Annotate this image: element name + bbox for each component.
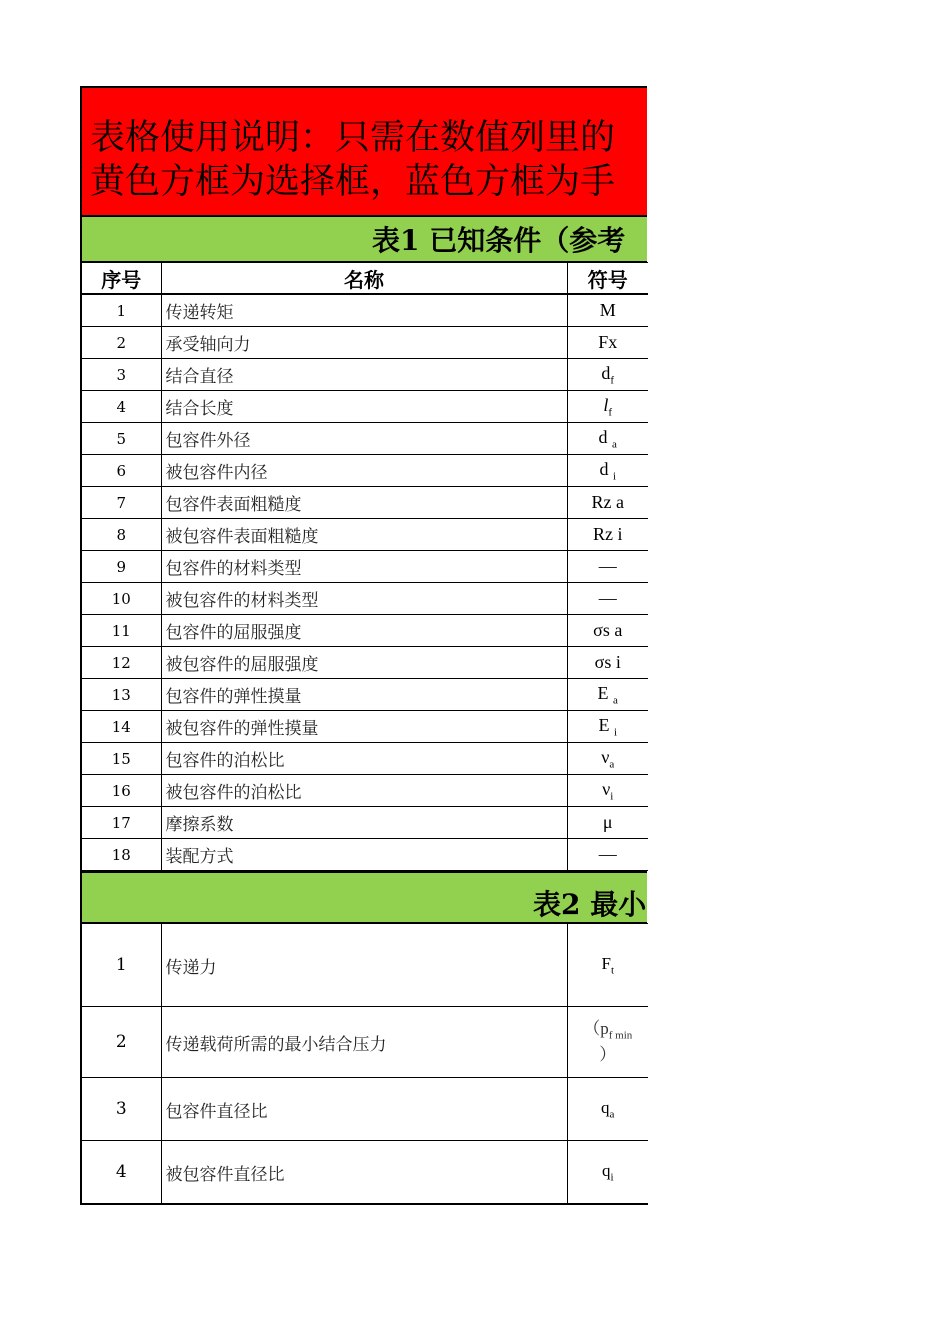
row-number: 4 [81, 1141, 161, 1205]
row-name[interactable]: 被包容件内径 [161, 455, 567, 487]
table-row [81, 1141, 648, 1205]
table-row [81, 359, 648, 391]
table-row [81, 1078, 648, 1141]
row-number: 15 [81, 743, 161, 775]
row-number: 18 [81, 839, 161, 871]
row-number: 4 [81, 391, 161, 423]
row-name[interactable]: 被包容件的泊松比 [161, 775, 567, 807]
row-symbol[interactable]: $l_f$ [567, 391, 648, 423]
row-name[interactable]: 结合长度 [161, 391, 567, 423]
row-name[interactable]: 被包容件直径比 [161, 1141, 567, 1205]
row-name[interactable]: 摩擦系数 [161, 807, 567, 839]
table-row [81, 423, 648, 455]
table1-known-conditions [80, 262, 648, 871]
table-row [81, 711, 648, 743]
row-symbol[interactable]: E $_a$ [567, 679, 648, 711]
table-row [81, 615, 648, 647]
row-name[interactable]: 被包容件的材料类型 [161, 583, 567, 615]
row-name[interactable]: 包容件的弹性摸量 [161, 679, 567, 711]
row-symbol[interactable]: d $_i$ [567, 455, 648, 487]
row-number: 16 [81, 775, 161, 807]
row-symbol[interactable]: $F_t$ [567, 924, 648, 1007]
row-symbol[interactable]: $\nu_i$ [567, 775, 648, 807]
instruction-line-2: 黄色方框为选择框，蓝色方框为手 [90, 162, 616, 202]
header-symbol: 符号 [567, 263, 648, 295]
table1-header-row [81, 263, 648, 295]
table-row [81, 391, 648, 423]
row-number: 2 [81, 1007, 161, 1078]
row-number: 13 [81, 679, 161, 711]
header-name: 名称 [161, 263, 567, 295]
row-name[interactable]: 结合直径 [161, 359, 567, 391]
row-symbol[interactable]: $\nu_a$ [567, 743, 648, 775]
row-symbol[interactable]: E $_i$ [567, 711, 648, 743]
row-number: 11 [81, 615, 161, 647]
row-number: 6 [81, 455, 161, 487]
table-row [81, 924, 648, 1007]
table-row [81, 327, 648, 359]
row-name[interactable]: 承受轴向力 [161, 327, 567, 359]
row-symbol[interactable]: （$p_{f min}$ ） [567, 1007, 648, 1078]
table-row [81, 551, 648, 583]
table-row [81, 839, 648, 871]
row-number: 1 [81, 294, 161, 327]
row-name[interactable]: 传递载荷所需的最小结合压力 [161, 1007, 567, 1078]
row-number: 12 [81, 647, 161, 679]
row-number: 8 [81, 519, 161, 551]
header-no: 序号 [81, 263, 161, 295]
row-number: 5 [81, 423, 161, 455]
row-number: 3 [81, 359, 161, 391]
row-number: 3 [81, 1078, 161, 1141]
row-number: 9 [81, 551, 161, 583]
row-symbol[interactable]: $q_a$ [567, 1078, 648, 1141]
table-row [81, 294, 648, 327]
table-row [81, 743, 648, 775]
row-symbol[interactable]: M [567, 294, 648, 327]
table-row [81, 487, 648, 519]
table-row [81, 647, 648, 679]
table2-title: 表2 最小 [80, 871, 647, 923]
table1-title: 表1 已知条件（参考 [80, 217, 647, 262]
row-number: 10 [81, 583, 161, 615]
row-symbol[interactable]: Fx [567, 327, 648, 359]
row-symbol[interactable]: Rz i [567, 519, 648, 551]
table-row [81, 1007, 648, 1078]
row-name[interactable]: 传递转矩 [161, 294, 567, 327]
table2-min-pressure [80, 923, 648, 1205]
table-row [81, 679, 648, 711]
instruction-line-1: 表格使用说明：只需在数值列里的 [90, 118, 616, 158]
row-symbol[interactable]: Rz a [567, 487, 648, 519]
row-number: 2 [81, 327, 161, 359]
row-symbol[interactable]: — [567, 583, 648, 615]
spreadsheet [80, 86, 647, 1205]
row-name[interactable]: 包容件外径 [161, 423, 567, 455]
row-symbol[interactable]: σs a [567, 615, 648, 647]
row-name[interactable]: 被包容件的屈服强度 [161, 647, 567, 679]
row-number: 7 [81, 487, 161, 519]
row-symbol[interactable]: σs i [567, 647, 648, 679]
row-number: 17 [81, 807, 161, 839]
table-row [81, 807, 648, 839]
row-symbol[interactable]: $d_f$ [567, 359, 648, 391]
row-symbol[interactable]: μ [567, 807, 648, 839]
row-number: 1 [81, 924, 161, 1007]
row-name[interactable]: 包容件表面粗糙度 [161, 487, 567, 519]
row-name[interactable]: 包容件的屈服强度 [161, 615, 567, 647]
row-name[interactable]: 包容件直径比 [161, 1078, 567, 1141]
row-name[interactable]: 被包容件表面粗糙度 [161, 519, 567, 551]
row-symbol[interactable]: $q_i$ [567, 1141, 648, 1205]
row-name[interactable]: 包容件的泊松比 [161, 743, 567, 775]
table-row [81, 583, 648, 615]
row-symbol[interactable]: — [567, 839, 648, 871]
row-name[interactable]: 包容件的材料类型 [161, 551, 567, 583]
row-name[interactable]: 传递力 [161, 924, 567, 1007]
table-row [81, 775, 648, 807]
row-name[interactable]: 被包容件的弹性摸量 [161, 711, 567, 743]
row-name[interactable]: 装配方式 [161, 839, 567, 871]
row-symbol[interactable]: — [567, 551, 648, 583]
row-symbol[interactable]: d $_a$ [567, 423, 648, 455]
table-row [81, 455, 648, 487]
table-row [81, 519, 648, 551]
row-number: 14 [81, 711, 161, 743]
instruction-banner [80, 86, 647, 217]
